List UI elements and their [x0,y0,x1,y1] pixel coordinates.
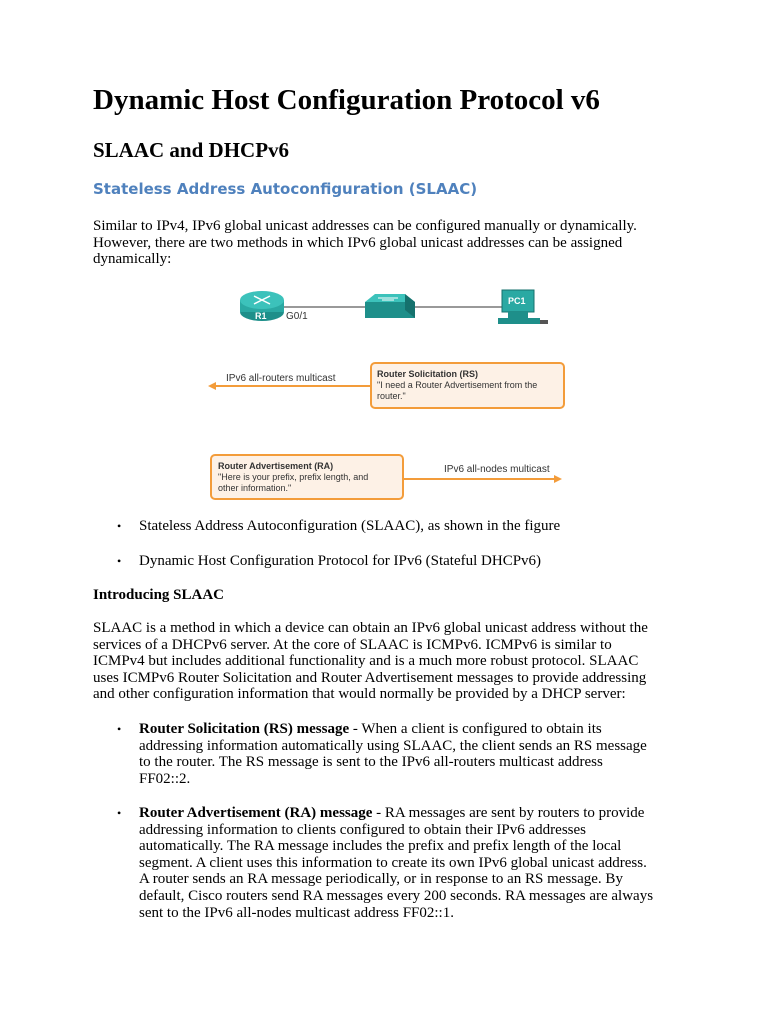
section-heading: SLAAC and DHCPv6 [93,138,290,162]
pc-label: PC1 [508,296,526,306]
bullet-marker: • [117,806,122,820]
slaac-diagram [200,280,580,505]
list-item-text [139,805,653,921]
ra-title: Router Advertisement (RA) [218,461,334,471]
paragraph-line: However, there are two methods in which IPv6 global unicast addresses can be assigned [93,234,623,251]
list-line: automatically. The RA message includes the prefix and prefix length of the local [139,838,622,855]
paragraph-line: Similar to IPv4, IPv6 global unicast addresses can be configured manually or dynamically. [93,218,637,234]
term-description: - When a client is configured to obtain its [349,721,602,737]
list-line: A router sends an RA message periodically, or in response to an RS message. By [139,871,623,888]
list-item-text [139,721,647,787]
rs-title: Router Solicitation (RS) [377,369,478,379]
paragraph-line: ICMPv4 but includes additional functionality and is a much more robust protocol. SLAAC [93,653,639,670]
ra-arrowhead [554,475,562,483]
term-bold: Router Solicitation (RS) message [139,721,350,737]
list-line [139,805,653,822]
page-title: Dynamic Host Configuration Protocol v6 [93,84,600,116]
paragraph-line: services of a DHCPv6 server. At the core of SLAAC is ICMPv6. ICMPv6 is similar to [93,636,612,653]
rs-text-line: router." [377,391,406,401]
bullet-marker: • [117,722,122,736]
paragraph-line: and other configuration information that would normally be provided by a DHCP server: [93,686,626,703]
list-item-text: Dynamic Host Configuration Protocol for IPv6 (Stateful DHCPv6) [139,553,542,569]
router-label: R1 [255,311,267,321]
rs-text-line: "I need a Router Advertisement from the [377,380,538,390]
paragraph-line: SLAAC is a method in which a device can obtain an IPv6 global unicast address without the [93,620,648,636]
list-line: addressing information to clients configured to obtain their IPv6 addresses [139,821,586,838]
list-line: segment. A client uses this information to create its own IPv6 global unicast address. [139,854,647,871]
list-line: to the router. The RS message is sent to the IPv6 all-routers multicast address [139,754,603,771]
slaac-paragraph [93,620,693,703]
rs-arrow-label: IPv6 all-routers multicast [226,373,336,384]
paragraph-line: uses ICMPv6 Router Solicitation and Router Advertisement messages to provide addressing [93,669,647,686]
list-line: default, Cisco routers send RA messages every 200 seconds. RA messages are always [139,887,654,904]
rs-arrowhead [208,382,216,390]
term-description: - RA messages are sent by routers to provide [372,805,645,821]
list-line: FF02::2. [139,770,191,787]
list-line: sent to the IPv6 all-nodes multicast address FF02::1. [139,904,454,921]
ra-text-line: "Here is your prefix, prefix length, and [218,472,369,482]
list-line [139,721,647,738]
bullet-marker: • [117,554,122,568]
paragraph-line: dynamically: [93,251,172,268]
term-bold: Router Advertisement (RA) message [139,805,373,821]
subsection-heading: Stateless Address Autoconfiguration (SLAAC) [93,180,478,198]
interface-label: G0/1 [286,311,308,322]
ra-text-line: other information." [218,483,292,493]
switch-icon [365,294,415,318]
intro-paragraph [93,218,693,268]
list-item-text: Stateless Address Autoconfiguration (SLAAC), as shown in the figure [139,518,561,534]
ra-arrow-label: IPv6 all-nodes multicast [444,464,550,475]
bullet-marker: • [117,519,122,533]
list-line: addressing information automatically using SLAAC, the client sends an RS message [139,737,647,754]
intro-heading: Introducing SLAAC [93,587,225,603]
